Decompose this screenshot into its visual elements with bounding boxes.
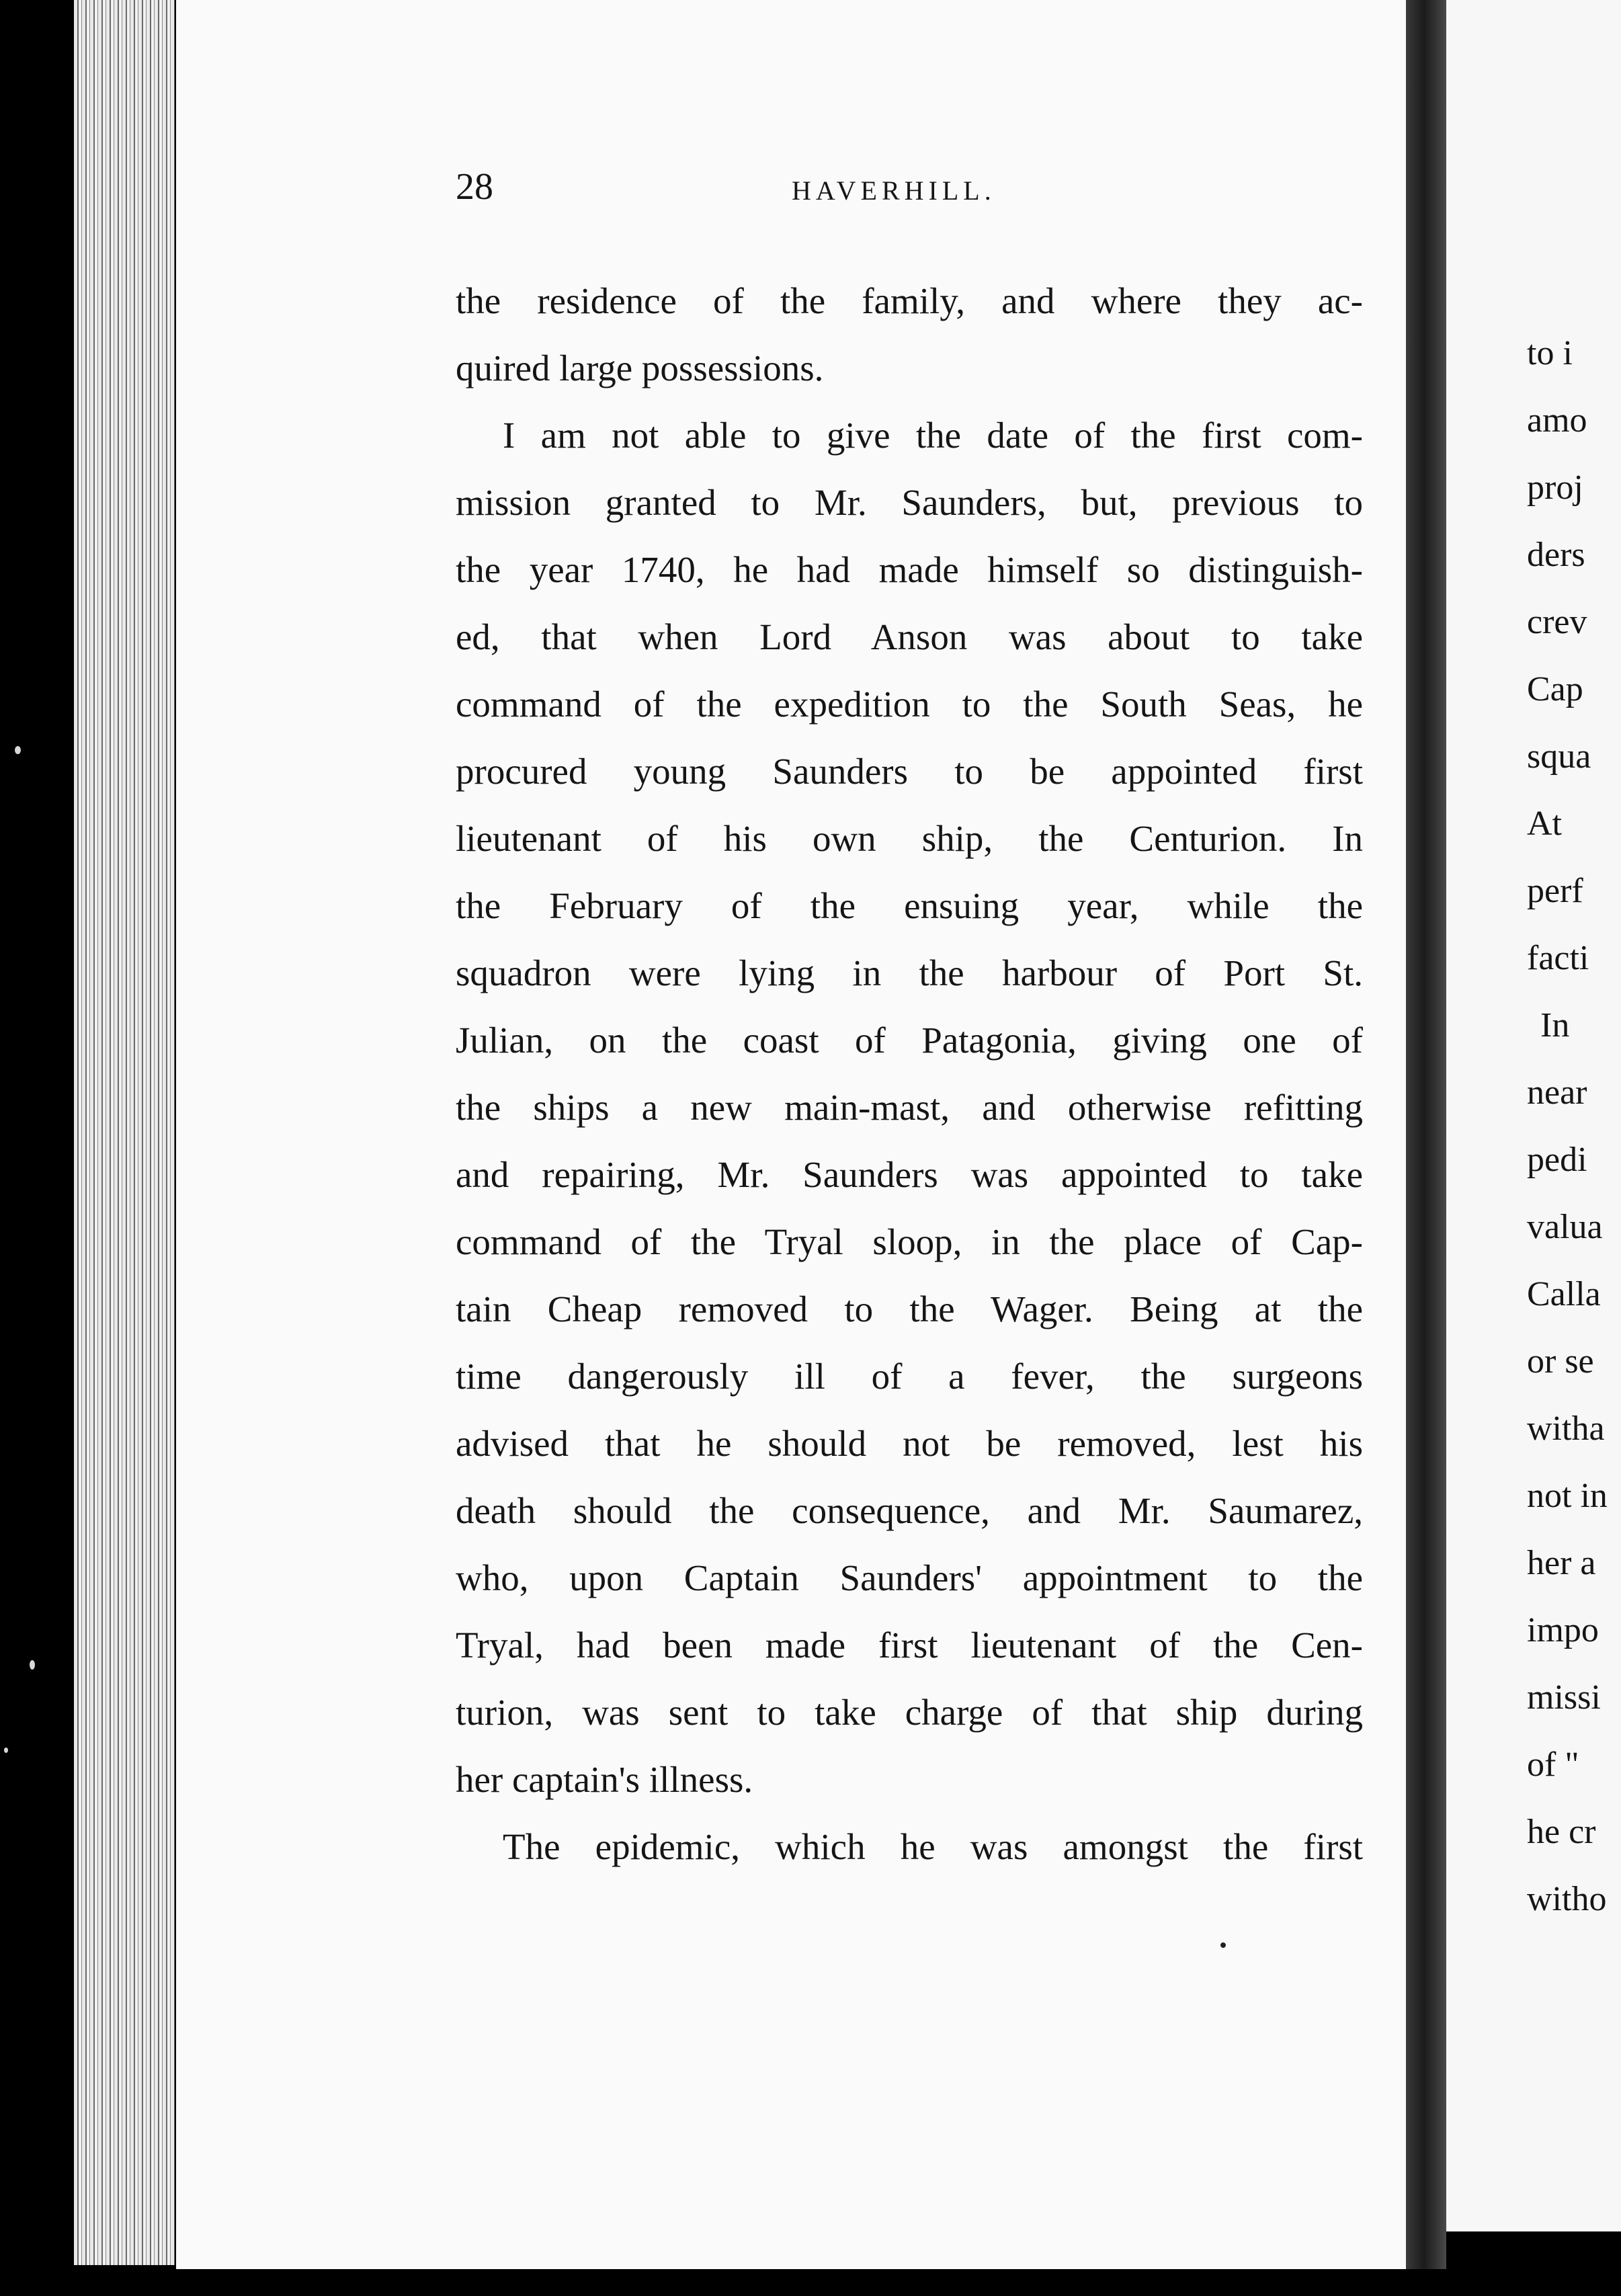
text-line: command of the expedition to the South Seas, he <box>456 684 1363 725</box>
text-line: tain Cheap removed to the Wager. Being at the <box>456 1288 1363 1329</box>
text-line: advised that he should not be removed, lest his <box>456 1423 1363 1464</box>
facing-page-fragment: perf <box>1527 872 1583 910</box>
text-line: Julian, on the coast of Patagonia, giving one of <box>456 1020 1363 1061</box>
text-line: death should the consequence, and Mr. Saumarez, <box>456 1490 1363 1531</box>
facing-page-fragment: valua <box>1527 1208 1603 1246</box>
text-line: the year 1740, he had made himself so distinguish- <box>456 549 1363 590</box>
text-line: command of the Tryal sloop, in the place of Cap- <box>456 1221 1363 1262</box>
facing-page-fragment: witha <box>1527 1409 1605 1448</box>
facing-page-fragment: he cr <box>1527 1813 1596 1851</box>
dust-speck <box>30 1660 35 1670</box>
text-line: turion, was sent to take charge of that ship during <box>456 1692 1363 1733</box>
facing-page-fragment: her a <box>1527 1544 1596 1582</box>
facing-page-fragment: near <box>1527 1073 1587 1112</box>
facing-page-fragment: Calla <box>1527 1275 1601 1313</box>
text-line: Tryal, had been made first lieutenant of the Cen- <box>456 1625 1363 1666</box>
facing-page-fragment: At <box>1527 805 1562 843</box>
text-line: I am not able to give the date of the first com- <box>503 415 1363 456</box>
text-line: the ships a new main-mast, and otherwise refitting <box>456 1087 1363 1128</box>
text-line: lieutenant of his own ship, the Centurion. In <box>456 818 1363 859</box>
facing-page-fragment: squa <box>1527 737 1591 776</box>
facing-page-fragment: witho <box>1527 1880 1607 1918</box>
facing-page-fragment: of " <box>1527 1746 1579 1784</box>
facing-page-fragment: pedi <box>1527 1141 1587 1179</box>
running-head: HAVERHILL. <box>792 175 996 206</box>
text-line: time dangerously ill of a fever, the surgeons <box>456 1356 1363 1397</box>
facing-page-fragment: amo <box>1527 401 1587 440</box>
text-line: The epidemic, which he was amongst the first <box>503 1826 1363 1867</box>
dust-speck <box>1220 1942 1226 1948</box>
text-line: who, upon Captain Saunders' appointment to the <box>456 1557 1363 1598</box>
text-line: the February of the ensuing year, while the <box>456 885 1363 926</box>
dust-speck <box>15 746 21 754</box>
text-line: mission granted to Mr. Saunders, but, previous to <box>456 482 1363 523</box>
page-edges <box>74 0 175 2265</box>
facing-page-fragment: missi <box>1527 1678 1601 1717</box>
facing-page-fragment: or se <box>1527 1342 1594 1381</box>
facing-page-fragment: Cap <box>1527 670 1583 708</box>
text-line: and repairing, Mr. Saunders was appointed to take <box>456 1154 1363 1195</box>
text-line: procured young Saunders to be appointed first <box>456 751 1363 792</box>
facing-page <box>1446 0 1621 2231</box>
facing-page-fragment: to i <box>1527 334 1573 372</box>
text-line: ed, that when Lord Anson was about to take <box>456 616 1363 657</box>
text-line: squadron were lying in the harbour of Port St. <box>456 952 1363 993</box>
book-gutter <box>1406 0 1446 2269</box>
text-line: her captain's illness. <box>456 1759 753 1800</box>
facing-page-fragment: not in <box>1527 1477 1608 1515</box>
facing-page-fragment: ders <box>1527 536 1585 574</box>
page-number: 28 <box>456 166 493 208</box>
text-line: quired large possessions. <box>456 347 824 388</box>
page-header <box>456 168 1363 208</box>
facing-page-fragment: crev <box>1527 603 1587 641</box>
facing-page-fragment: facti <box>1527 939 1589 977</box>
facing-page-fragment: impo <box>1527 1611 1599 1649</box>
facing-page-fragment: proj <box>1527 468 1583 507</box>
text-line: the residence of the family, and where they ac- <box>456 280 1363 321</box>
facing-page-fragment: In <box>1540 1006 1570 1044</box>
dust-speck <box>4 1748 8 1753</box>
body-text <box>456 268 1363 1881</box>
